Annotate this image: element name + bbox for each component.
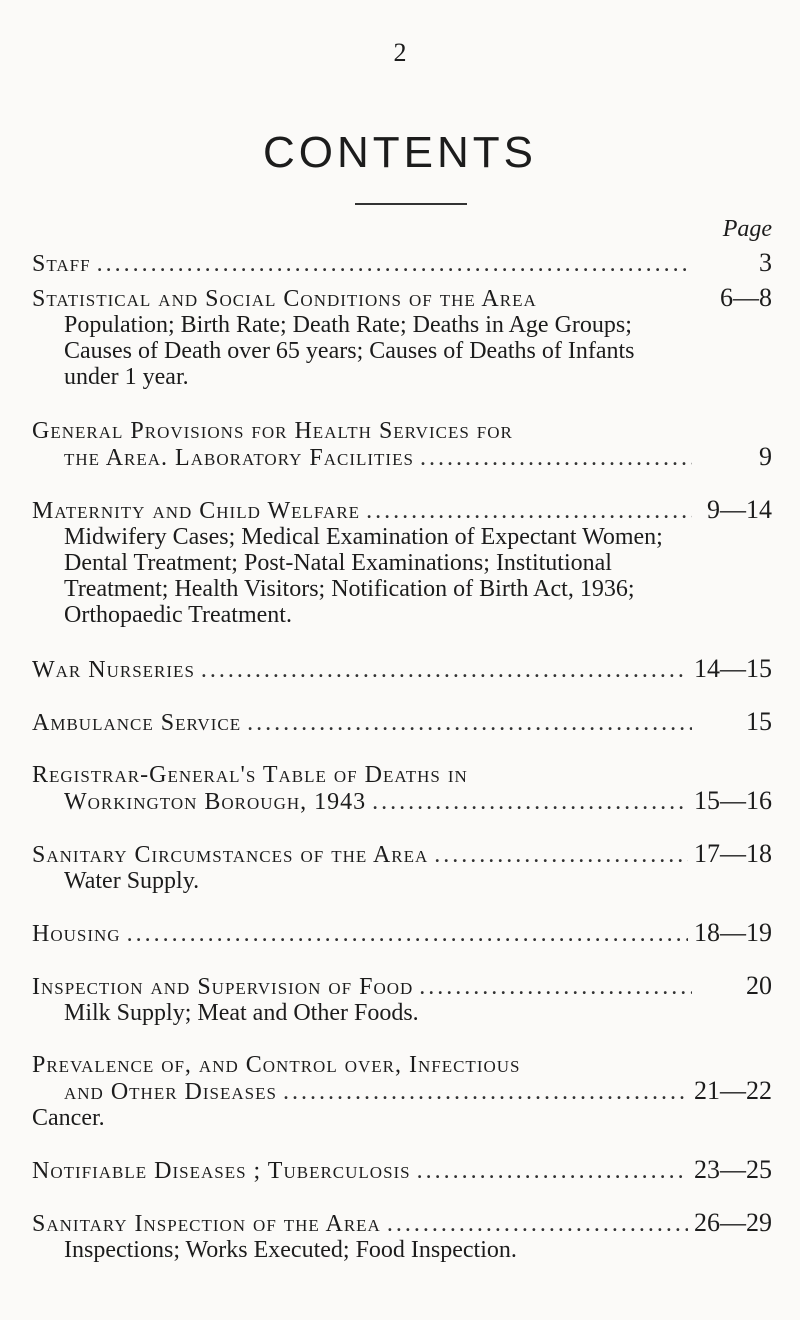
toc-heading: War Nurseries xyxy=(32,657,195,683)
toc-subtopics: Inspections; Works Executed; Food Inspection. xyxy=(64,1237,517,1263)
dot-leader xyxy=(283,1079,688,1105)
toc-entry-general-provisions xyxy=(32,418,772,471)
toc-heading: Statistical and Social Conditions of the Area xyxy=(32,286,537,312)
toc-subtopics: Midwifery Cases; Medical Examination of Expectant Women; Dental Treatment; Post-Natal Examinations; Institutional Treatment; Health Visitors; Notification of Birth Act, 1936; Orthopaedic Treatment. xyxy=(64,524,663,628)
toc-heading: Notifiable Diseases ; Tuberculosis xyxy=(32,1158,411,1184)
toc-heading-continued: and Other Diseases xyxy=(64,1079,277,1105)
toc-pages: 3 xyxy=(759,248,772,277)
dot-leader xyxy=(247,710,692,736)
toc-pages: 26—29 xyxy=(694,1208,772,1237)
toc-entry-war-nurseries xyxy=(32,656,772,683)
toc-subtopics: Water Supply. xyxy=(64,868,200,894)
toc-pages: 17—18 xyxy=(694,839,772,868)
dot-leader xyxy=(419,974,692,1000)
dot-leader xyxy=(434,842,688,868)
toc-entry-inspection-food xyxy=(32,973,772,1026)
toc-pages: 15 xyxy=(746,707,772,736)
dot-leader xyxy=(201,657,688,683)
toc-pages: 23—25 xyxy=(694,1155,772,1184)
toc-heading: Sanitary Inspection of the Area xyxy=(32,1211,381,1237)
toc-heading: Sanitary Circumstances of the Area xyxy=(32,842,429,868)
toc-pages: 9 xyxy=(759,442,772,471)
dot-leader xyxy=(97,251,692,277)
toc-entry-infectious-diseases xyxy=(32,1052,772,1131)
toc-heading: Staff xyxy=(32,251,91,277)
toc-entry-staff xyxy=(32,250,772,277)
dot-leader xyxy=(127,921,688,947)
toc-heading: General Provisions for Health Services for xyxy=(32,418,513,444)
toc-heading: Ambulance Service xyxy=(32,710,242,736)
toc-entry-statistical xyxy=(32,285,772,390)
toc-pages: 18—19 xyxy=(694,918,772,947)
page-number: 2 xyxy=(393,38,407,67)
toc-heading-continued: the Area. Laboratory Facilities xyxy=(64,445,414,471)
toc-pages: 21—22 xyxy=(694,1076,772,1105)
toc-entry-sanitary-circumstances xyxy=(32,841,772,894)
toc-pages: 20 xyxy=(746,971,772,1000)
dot-leader xyxy=(372,789,688,815)
toc-entry-sanitary-inspection xyxy=(32,1210,772,1263)
toc-pages: 14—15 xyxy=(694,654,772,683)
toc-heading: Prevalence of, and Control over, Infectious xyxy=(32,1052,521,1078)
toc-subtopics: Population; Birth Rate; Death Rate; Deaths in Age Groups; Causes of Death over 65 years; Causes of Deaths of Infants under 1 year. xyxy=(64,312,635,390)
dot-leader xyxy=(420,445,692,471)
toc-heading-continued: Workington Borough, 1943 xyxy=(64,789,367,815)
toc-subtopics: Milk Supply; Meat and Other Foods. xyxy=(64,1000,419,1026)
toc-entry-ambulance xyxy=(32,709,772,736)
toc-subtopics: Cancer. xyxy=(32,1105,105,1131)
title-underline xyxy=(355,203,467,205)
toc-entry-registrar-general xyxy=(32,762,772,815)
page-title: CONTENTS xyxy=(263,128,537,177)
toc-entry-notifiable-diseases xyxy=(32,1157,772,1184)
page-column-heading: Page xyxy=(722,216,772,242)
dot-leader xyxy=(366,498,692,524)
toc-pages: 15—16 xyxy=(694,786,772,815)
toc-entry-maternity xyxy=(32,497,772,628)
dot-leader xyxy=(387,1211,688,1237)
dot-leader xyxy=(417,1158,688,1184)
toc-heading: Registrar-General's Table of Deaths in xyxy=(32,762,468,788)
toc-pages: 6—8 xyxy=(720,283,772,312)
toc-heading: Maternity and Child Welfare xyxy=(32,498,361,524)
toc-entry-housing xyxy=(32,920,772,947)
contents-list xyxy=(32,250,772,1263)
toc-heading: Inspection and Supervision of Food xyxy=(32,974,414,1000)
toc-heading: Housing xyxy=(32,921,121,947)
toc-pages: 9—14 xyxy=(707,495,772,524)
